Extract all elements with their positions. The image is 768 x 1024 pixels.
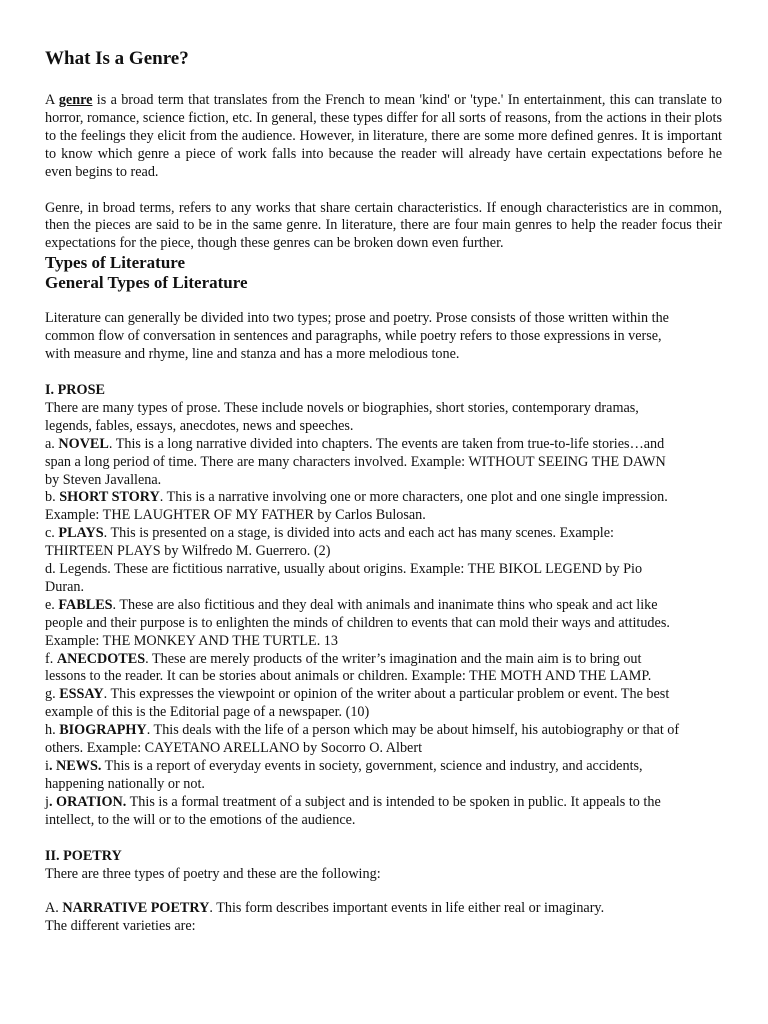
prose-item-novel [45,436,722,490]
intro-paragraph-2: Genre, in broad terms, refers to any works that share certain characteristics. If enough characteristics are in common, then the pieces are said to be in the same genre. In literature, there are four main genres to help the reader focus their expectations for the piece, though these genres can be broken down even further. [45,199,722,252]
lit-intro-line: Literature can generally be divided into two types; prose and poetry. Prose consists of those written within the [45,310,669,327]
prose-item-plays [45,525,722,561]
poetry-heading: II. POETRY [45,847,122,864]
literature-intro-paragraph [45,310,722,364]
item-text: Example: THE MONKEY AND THE TURTLE. 13 [45,632,338,649]
prose-heading: I. PROSE [45,381,105,398]
item-text: THIRTEEN PLAYS by Wilfredo M. Guerrero. (2) [45,543,331,560]
item-text: lessons to the reader. It can be stories about animals or children. Example: THE MOTH AND THE LAMP. [45,668,652,685]
prose-item-legends [45,561,722,597]
item-text: This is a formal treatment of a subject and is intended to be spoken in public. It appeals to the [126,793,661,810]
item-text: people and their purpose is to enlighten the minds of children to events that can mold their ways and attitudes. [45,614,670,631]
item-term: NOVEL [58,435,109,452]
item-prefix: A. [45,900,63,917]
genre-term: genre [58,92,93,108]
intro-start: A [45,92,59,108]
prose-intro-line: legends, fables, essays, anecdotes, news and speeches. [45,417,354,434]
prose-section [45,382,722,830]
item-text: by Steven Javallena. [45,471,162,488]
prose-intro [45,400,722,436]
heading-general-types: General Types of Literature [45,273,248,293]
item-term: BIOGRAPHY [59,722,147,739]
item-text: . This is a long narrative divided into chapters. The events are taken from true-to-life stories…and [108,435,665,452]
item-prefix: j [45,793,49,810]
intro-paragraph-1 [45,92,722,182]
poetry-intro: There are three types of poetry and these are the following: [45,865,381,882]
item-text: . This expresses the viewpoint or opinion of the writer about a particular problem or event. The best [103,686,670,703]
item-term: SHORT STORY [59,489,160,506]
item-text: . These are also fictitious and they deal with animals and inanimate thins who speak and act like [112,596,658,613]
narrative-poetry [45,900,722,936]
item-term: NARRATIVE POETRY [62,900,210,917]
item-prefix: e. [45,596,59,613]
document-page [45,48,722,936]
item-text: intellect, to the will or to the emotions of the audience. [45,811,356,828]
item-text: span a long period of time. There are many characters involved. Example: WITHOUT SEEING THE DAWN [45,453,666,470]
prose-item-essay [45,686,722,722]
item-prefix: h. [45,722,60,739]
item-text: . This is presented on a stage, is divided into acts and each act has many scenes. Example: [103,525,614,542]
item-term: ESSAY [59,686,104,703]
prose-item-anecdotes [45,651,722,687]
lit-intro-line: common flow of conversation in sentences and paragraphs, while poetry refers to those expressions in verse, [45,328,662,345]
item-prefix: b. [45,489,60,506]
item-text: . These are merely products of the writer’s imagination and the main aim is to bring out [145,650,642,667]
heading-types-of-literature: Types of Literature [45,253,186,273]
item-prefix: g. [45,686,60,703]
item-text: . This is a narrative involving one or more characters, one plot and one single impression. [159,489,668,506]
item-term: ANECDOTES [56,650,146,667]
item-text: happening nationally or not. [45,775,205,792]
item-prefix: f. [45,650,57,667]
item-term: . ORATION. [48,793,127,810]
intro-rest: is a broad term that translates from the French to mean 'kind' or 'type.' In entertainment, this can translate to horror, romance, science fiction, etc. In general, these types differ for all sorts of reasons, from the actions in their plots to the feelings they elicit from the audience. However, in literature, there are some more defined genres. It is important to know which genre a piece of work falls into because the reader will already have certain expectations before he even begins to read. [45,92,723,180]
lit-intro-line: with measure and rhyme, line and stanza and has a more melodious tone. [45,346,460,363]
varieties-line: The different varieties are: [45,918,196,935]
prose-item-short-story [45,489,722,525]
item-prefix: d. [45,561,60,578]
item-term: FABLES [58,596,113,613]
prose-item-biography [45,722,722,758]
prose-item-news [45,758,722,794]
item-text: . This deals with the life of a person which may be about himself, his autobiography or that of [146,722,680,739]
item-prefix: a. [45,435,59,452]
prose-intro-line: There are many types of prose. These include novels or biographies, short stories, contemporary dramas, [45,399,639,416]
item-text: . This form describes important events in life either real or imaginary. [209,900,605,917]
item-term: . NEWS. [48,758,102,774]
item-prefix: c. [45,525,59,542]
item-text: others. Example: CAYETANO ARELLANO by Socorro O. Albert [45,740,423,757]
item-text: example of this is the Editorial page of a newspaper. (10) [45,704,370,721]
page-title: What Is a Genre? [45,48,189,69]
item-text: Legends. These are fictitious narrative, usually about origins. Example: THE BIKOL LEGEND by Pio [59,561,643,578]
item-text: Example: THE LAUGHTER OF MY FATHER by Carlos Bulosan. [45,507,426,524]
item-text: Duran. [45,578,85,595]
poetry-section [45,848,722,937]
prose-item-fables [45,597,722,651]
item-prefix: i [45,758,49,774]
item-text: This is a report of everyday events in society, government, science and industry, and accidents, [101,758,643,774]
item-term: PLAYS [58,525,104,542]
prose-item-oration [45,794,722,830]
